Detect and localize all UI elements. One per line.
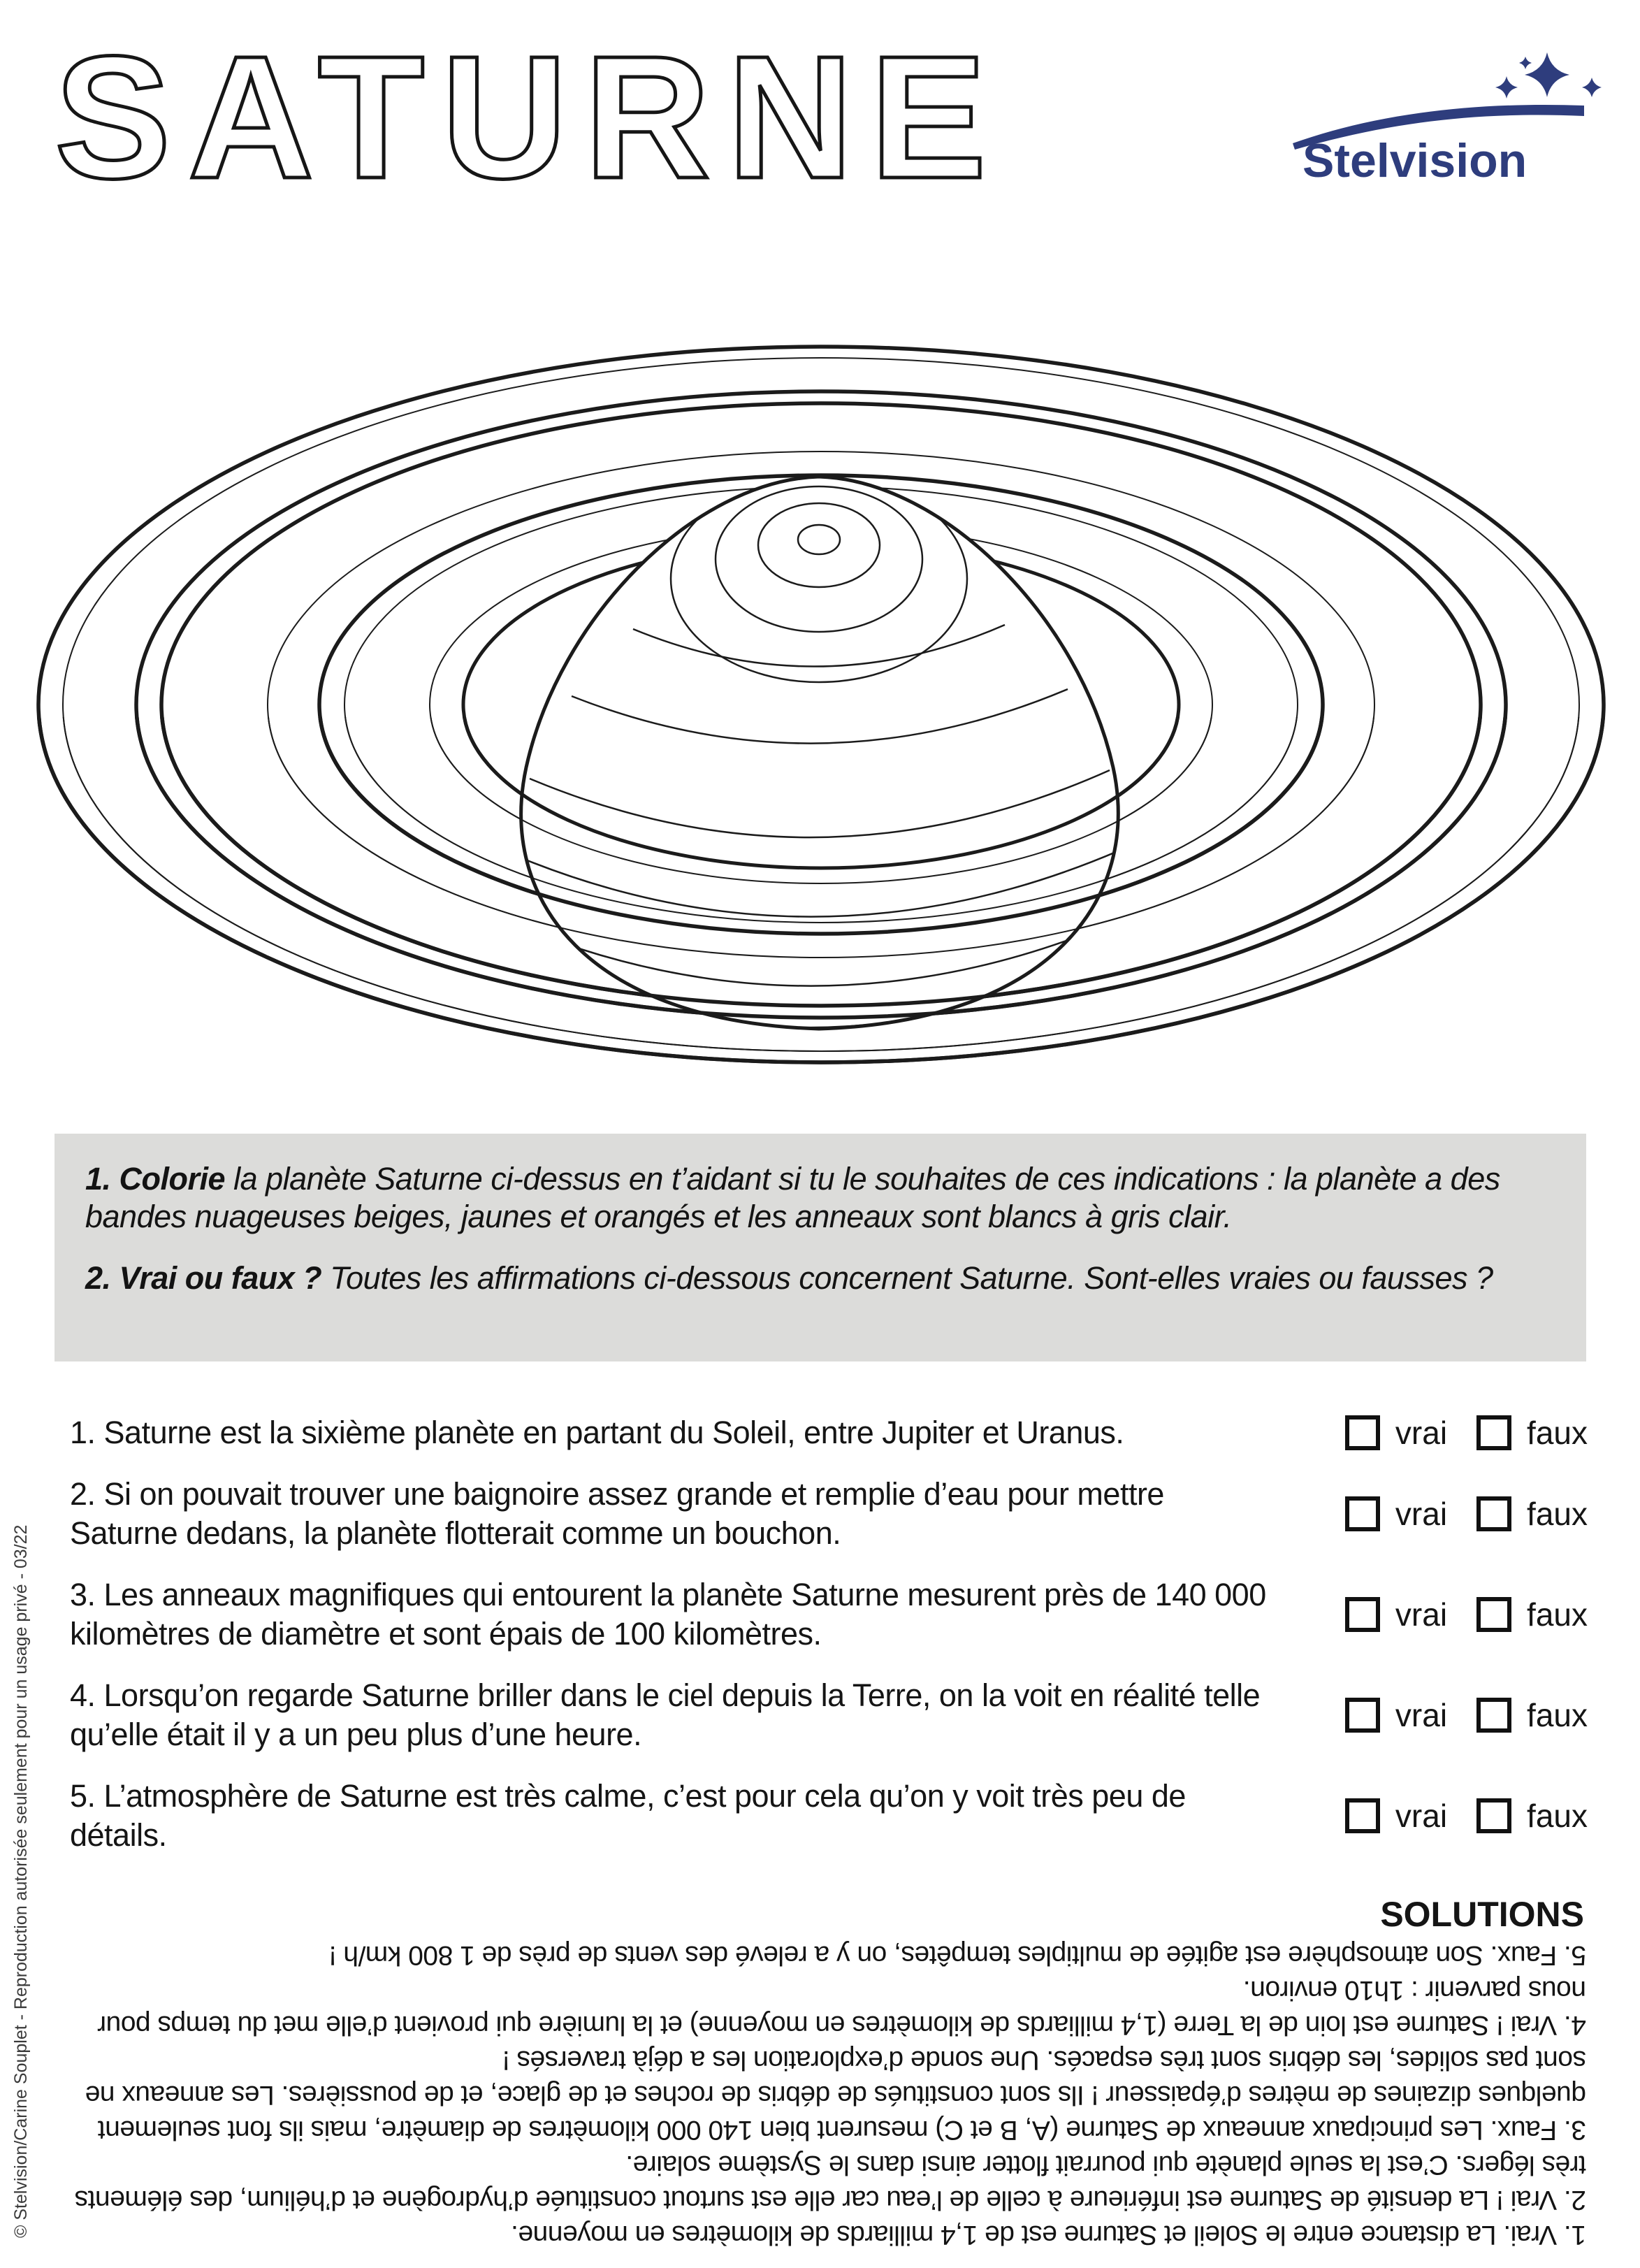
vrai-checkbox-q3[interactable]	[1345, 1597, 1380, 1632]
saturn-coloring-drawing	[0, 301, 1640, 1146]
question-row-3	[70, 1575, 1588, 1654]
faux-label-q2: faux	[1527, 1496, 1588, 1532]
instruction-2-text: Toutes les affirmations ci-dessous concernent Saturne. Sont-elles vraies ou fausses ?	[321, 1260, 1493, 1296]
question-3-text: 3. Les anneaux magnifiques qui entourent la planète Saturne mesurent près de 140 000 kilomètres de diamètre et sont épais de 100 kilomètres.	[70, 1577, 1266, 1652]
logo-stars-icon	[1495, 52, 1602, 99]
question-row-4	[70, 1676, 1588, 1754]
question-3-answers	[1345, 1596, 1588, 1633]
vrai-label-q2: vrai	[1395, 1496, 1448, 1532]
quiz-section	[70, 1413, 1588, 1877]
solution-item-5: 5. Faux. Son atmosphère est agitée de multiples tempêtes, on y a relevé des vents de près de 1 800 km/h !	[329, 1940, 1586, 1970]
saturn-planet-outline	[521, 477, 1119, 1029]
faux-checkbox-q4[interactable]	[1476, 1698, 1511, 1733]
solution-item-3: 3. Faux. Les principaux anneaux de Saturne (A, B et C) mesurent bien 140 000 kilomètres de diamètre, mais ils font seulement quelques dizaines de mètres d’épaisseur ! Ils sont constitués de débris de roches et de glace, et de poussières. Les anneaux ne sont pas solides, les débris sont très espacés. Une sonde d’exploration les a déjà traversés !	[85, 2045, 1586, 2145]
faux-label-q4: faux	[1527, 1697, 1588, 1733]
solution-item-1: 1. Vrai. La distance entre le Soleil et Saturne est de 1,4 milliards de kilomètres en moyenne.	[511, 2220, 1586, 2250]
instruction-1-text: la planète Saturne ci-dessus en t’aidant si tu le souhaites de ces indications : la planète a des bandes nuageuses beiges, jaunes et orangés et les anneaux sont blancs à gris clair.	[85, 1161, 1500, 1234]
vrai-checkbox-q1[interactable]	[1345, 1415, 1380, 1450]
vrai-label-q4: vrai	[1395, 1697, 1448, 1733]
page-title-graphic	[50, 29, 1182, 204]
solution-item-4: 4. Vrai ! Saturne est loin de la Terre (1,4 milliards de kilomètres en moyenne) et la lumière qui provient d’elle met du temps pour nous parvenir : 1h10 environ.	[97, 1975, 1586, 2040]
vrai-label-q5: vrai	[1395, 1798, 1448, 1834]
instruction-1-lead: 1. Colorie	[85, 1161, 226, 1197]
question-2-text: 2. Si on pouvait trouver une baignoire assez grande et remplie d’eau pour mettre Saturne dedans, la planète flotterait comme un bouchon.	[70, 1476, 1164, 1551]
question-row-2	[70, 1475, 1588, 1553]
question-2-answers	[1345, 1495, 1588, 1533]
faux-checkbox-q3[interactable]	[1476, 1597, 1511, 1632]
faux-checkbox-q5[interactable]	[1476, 1798, 1511, 1833]
faux-label-q3: faux	[1527, 1596, 1588, 1633]
logo-text: Stelvision	[1302, 134, 1527, 187]
copyright-sidebar: © Stelvision/Carine Souplet - Reproduction autorisée seulement pour un usage privé - 03/22	[11, 1524, 31, 2238]
vrai-checkbox-q4[interactable]	[1345, 1698, 1380, 1733]
faux-label-q5: faux	[1527, 1798, 1588, 1834]
question-row-5	[70, 1777, 1588, 1855]
question-5-text: 5. L’atmosphère de Saturne est très calme, c’est pour cela qu’on y voit très peu de détails.	[70, 1778, 1186, 1853]
instruction-2-lead: 2. Vrai ou faux ?	[85, 1260, 322, 1296]
faux-checkbox-q2[interactable]	[1476, 1496, 1511, 1531]
solution-item-2: 2. Vrai ! La densité de Saturne est inférieure à celle de l’eau car elle est surtout constituée d’hydrogène et d’hélium, des éléments très légers. C’est la seule planète qui pourrait flotter ainsi dans le Système solaire.	[75, 2150, 1586, 2215]
question-1-answers	[1345, 1414, 1588, 1452]
question-row-1	[70, 1413, 1588, 1452]
solutions-upside-down-text	[53, 1937, 1586, 2252]
stelvision-logo	[1287, 38, 1616, 192]
question-1-text: 1. Saturne est la sixième planète en partant du Soleil, entre Jupiter et Uranus.	[70, 1415, 1124, 1450]
page-title: SATURNE	[55, 29, 1003, 204]
vrai-checkbox-q2[interactable]	[1345, 1496, 1380, 1531]
faux-label-q1: faux	[1527, 1415, 1588, 1451]
question-4-text: 4. Lorsqu’on regarde Saturne briller dans le ciel depuis la Terre, on la voit en réalité telle qu’elle était il y a un peu plus d’une heure.	[70, 1677, 1261, 1752]
instruction-1	[85, 1160, 1555, 1236]
instruction-2	[85, 1259, 1555, 1297]
solutions-heading: SOLUTIONS	[1380, 1895, 1584, 1934]
vrai-label-q3: vrai	[1395, 1596, 1448, 1633]
question-4-answers	[1345, 1696, 1588, 1734]
instructions-box	[55, 1134, 1586, 1361]
vrai-checkbox-q5[interactable]	[1345, 1798, 1380, 1833]
question-5-answers	[1345, 1797, 1588, 1835]
faux-checkbox-q1[interactable]	[1476, 1415, 1511, 1450]
vrai-label-q1: vrai	[1395, 1415, 1448, 1451]
